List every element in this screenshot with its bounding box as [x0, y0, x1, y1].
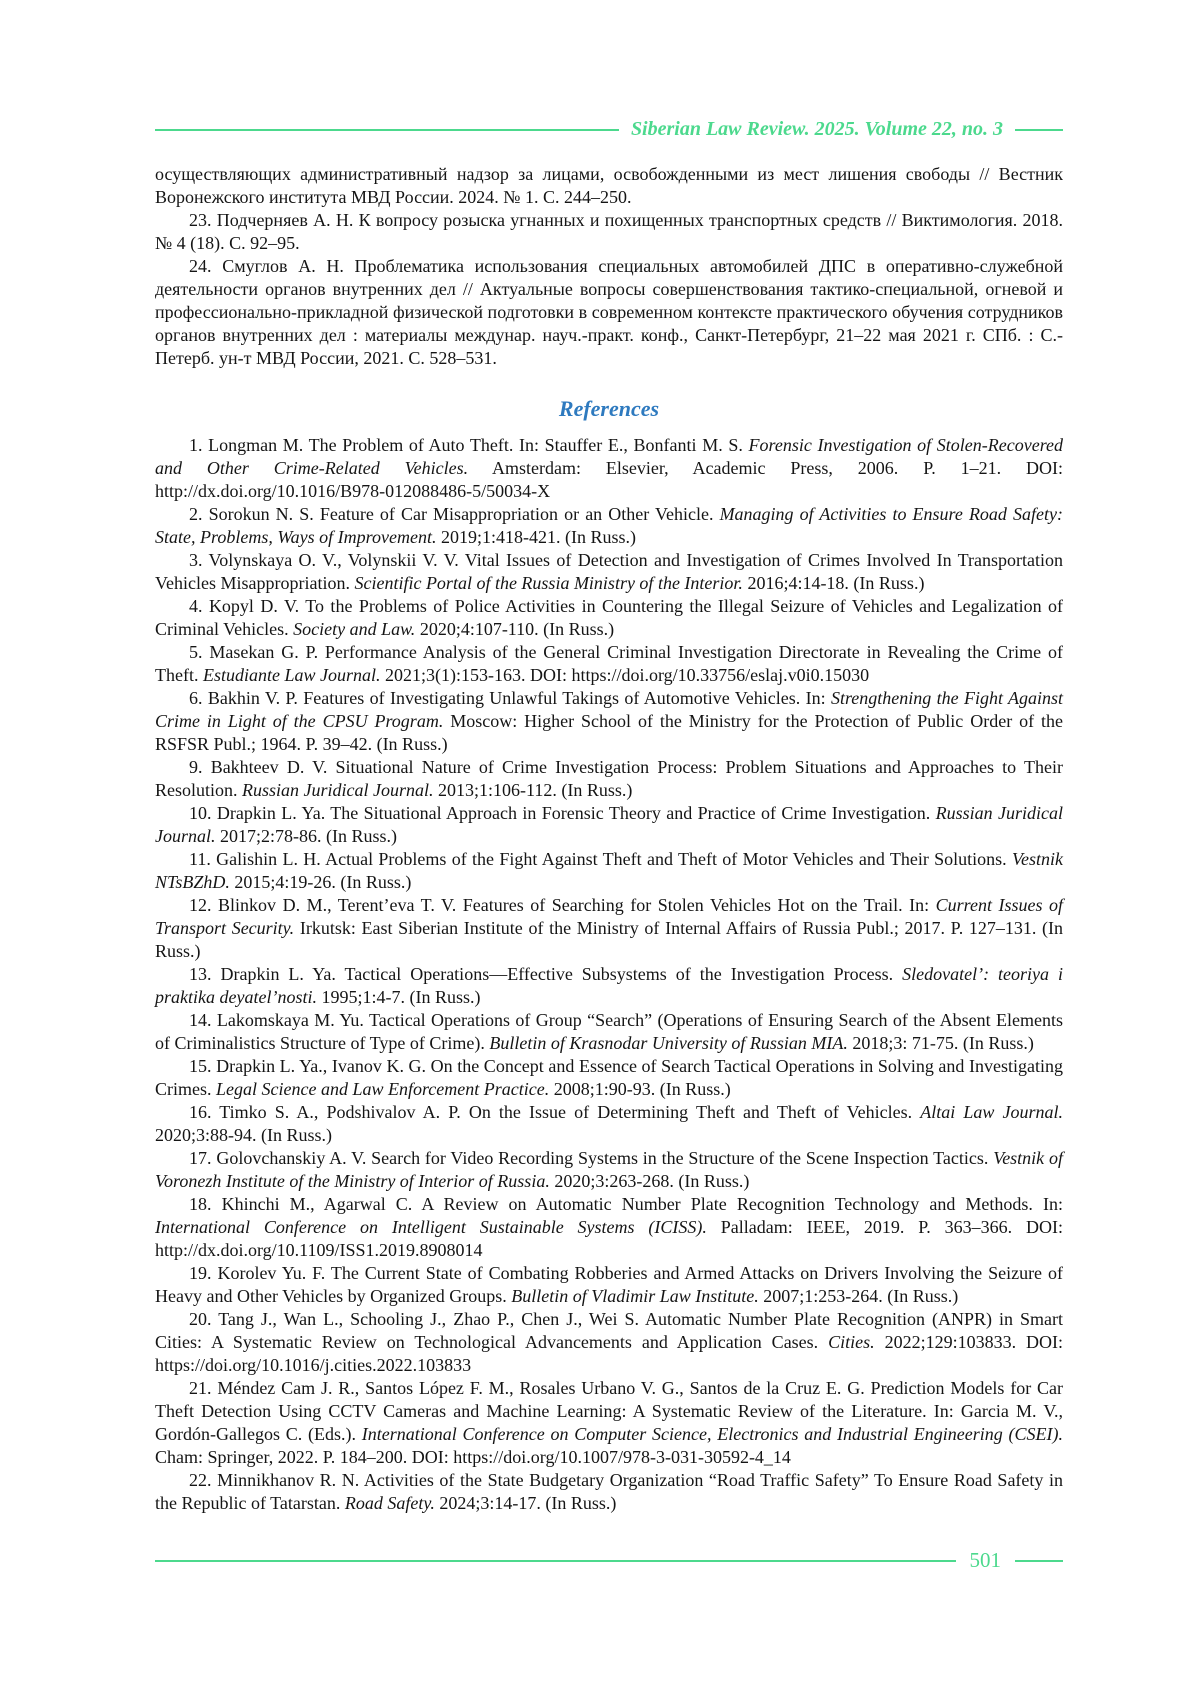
reference-number: 12. — [189, 895, 219, 915]
reference-text: Volynskaya O. V., Volynskii V. V. Vital Issues of Detection and Investigation of Crimes Involved In Transportation Vehicles Misappropriation. — [155, 550, 1063, 593]
reference-text: Golovchanskiy A. V. Search for Video Recording Systems in the Structure of the Scene Inspection Tactics. — [216, 1148, 994, 1168]
reference-source-title: Legal Science and Law Enforcement Practice. — [216, 1079, 550, 1099]
reference-text: 2020;4:107-110. (In Russ.) — [415, 619, 615, 639]
reference-item — [155, 848, 1063, 894]
reference-text: Sorokun N. S. Feature of Car Misappropriation or an Other Vehicle. — [208, 504, 720, 524]
reference-text: Drapkin L. Ya., Ivanov K. G. On the Concept and Essence of Search Tactical Operations in Solving and Investigating Crimes. — [155, 1056, 1063, 1099]
references-list — [155, 434, 1063, 1515]
reference-number: 10. — [189, 803, 217, 823]
reference-text: Masekan G. P. Performance Analysis of the General Criminal Investigation Directorate in Revealing the Crime of Theft. — [155, 642, 1063, 685]
reference-text: Moscow: Higher School of the Ministry for the Protection of Public Order of the RSFSR Publ.; 1964. P. 39–42. (In Russ.) — [155, 711, 1063, 754]
reference-item — [155, 1377, 1063, 1469]
reference-item — [155, 687, 1063, 756]
reference-number: 1. — [189, 435, 209, 455]
reference-number: 17. — [189, 1148, 217, 1168]
reference-source-title: Managing of Activities to Ensure Road Safety: State, Problems, Ways of Improvement. — [155, 504, 1063, 547]
reference-text: 2013;1:106-112. (In Russ.) — [433, 780, 633, 800]
reference-item — [155, 503, 1063, 549]
reference-number: 5. — [189, 642, 210, 662]
reference-text: Longman M. The Problem of Auto Theft. In: Stauffer E., Bonfanti M. S. — [208, 435, 749, 455]
reference-text: 2016;4:14-18. (In Russ.) — [742, 573, 925, 593]
reference-number: 9. — [189, 757, 211, 777]
reference-item — [155, 1009, 1063, 1055]
references-heading: References — [558, 396, 660, 421]
reference-item — [155, 963, 1063, 1009]
reference-number: 22. — [189, 1470, 218, 1490]
reference-text: Blinkov D. M., Terent’eva T. V. Features of Searching for Stolen Vehicles Hot on the Trail. In: — [218, 895, 936, 915]
reference-item — [155, 1308, 1063, 1377]
reference-number: 19. — [189, 1263, 218, 1283]
reference-item — [155, 595, 1063, 641]
page-number: 501 — [969, 1548, 1001, 1572]
reference-number: 4. — [189, 596, 209, 616]
reference-source-title: Forensic Investigation of Stolen-Recovered and Other Crime-Related Vehicles. — [155, 435, 1064, 478]
reference-text: Смуглов А. Н. Проблематика использования специальных автомобилей ДПС в оперативно-служебной деятельности органов внутренних дел // Актуальные вопросы совершенствования тактико-специальной, огневой и профессионально-прикладной физической подготовки в современном контексте практического обучения сотрудников органов внутренних дел : материалы междунар. науч.-практ. конф., Санкт-Петербург, 21–22 мая 2021 г. СПб. : С.-Петерб. ун-т МВД России, 2021. С. 528–531. — [155, 256, 1064, 368]
reference-source-title: Sledovatel’: teoriya i praktika deyatel’nosti. — [155, 964, 1063, 1007]
reference-number: 11. — [189, 849, 217, 869]
reference-item — [155, 756, 1063, 802]
reference-source-title: Bulletin of Vladimir Law Institute. — [511, 1286, 759, 1306]
reference-text: Korolev Yu. F. The Current State of Combating Robberies and Armed Attacks on Drivers Involving the Seizure of Heavy and Other Vehicles by Organized Groups. — [155, 1263, 1063, 1306]
reference-text: Подчерняев А. Н. К вопросу розыска угнанных и похищенных транспортных средств // Виктимология. 2018. № 4 (18). С. 92–95. — [155, 210, 1063, 253]
reference-text: Kopyl D. V. To the Problems of Police Activities in Countering the Illegal Seizure of Vehicles and Legalization of Criminal Vehicles. — [155, 596, 1063, 639]
reference-text: 2024;3:14-17. (In Russ.) — [434, 1493, 617, 1513]
reference-text: Drapkin L. Ya. The Situational Approach in Forensic Theory and Practice of Crime Investigation. — [216, 803, 936, 823]
reference-text: 2022;129:103833. DOI: https://doi.org/10.1016/j.cities.2022.103833 — [155, 1332, 1063, 1375]
reference-text: 2021;3(1):153-163. DOI: https://doi.org/10.33756/eslaj.v0i0.15030 — [380, 665, 870, 685]
reference-text: 2015;4:19-26. (In Russ.) — [229, 872, 412, 892]
reference-number: 23. — [189, 210, 217, 230]
reference-text: 2018;3: 71-75. (In Russ.) — [847, 1033, 1034, 1053]
reference-source-title: Russian Juridical Journal. — [155, 803, 1063, 846]
reference-item — [155, 209, 1063, 255]
reference-source-title: International Conference on Intelligent Sustainable Systems (ICISS). — [155, 1217, 707, 1237]
russian-continuation-paragraph: осуществляющих административный надзор за лицами, освобожденными из мест лишения свободы // Вестник Воронежского института МВД России. 2024. № 1. С. 244–250. — [155, 164, 1063, 207]
reference-text: Cham: Springer, 2022. P. 184–200. DOI: https://doi.org/10.1007/978-3-031-30592-4_14 — [155, 1447, 791, 1467]
reference-item — [155, 1469, 1063, 1515]
reference-text: 2007;1:253-264. (In Russ.) — [758, 1286, 959, 1306]
reference-text: Méndez Cam J. R., Santos López F. M., Rosales Urbano V. G., Santos de la Cruz E. G. Prediction Models for Car Theft Detection Using CCTV Cameras and Machine Learning: A Systematic Review of the Literature. In: Garcia M. V., Gordón-Gallegos C. (Eds.). — [155, 1378, 1063, 1444]
reference-source-title: Society and Law. — [293, 619, 416, 639]
reference-number: 15. — [189, 1056, 217, 1076]
running-head — [155, 118, 1063, 141]
reference-number: 14. — [189, 1010, 217, 1030]
page-content — [155, 118, 1063, 1515]
reference-item — [155, 1147, 1063, 1193]
footer-rule-left — [155, 1560, 956, 1562]
reference-text: 2008;1:90-93. (In Russ.) — [549, 1079, 731, 1099]
reference-text: Palladam: IEEE, 2019. P. 363–366. DOI: http://dx.doi.org/10.1109/ISS1.2019.8908014 — [155, 1217, 1063, 1260]
reference-source-title: Strengthening the Fight Against Crime in Light of the CPSU Program. — [155, 688, 1064, 731]
reference-item — [155, 802, 1063, 848]
reference-source-title: Altai Law Journal. — [920, 1102, 1063, 1122]
reference-item — [155, 1262, 1063, 1308]
reference-number: 20. — [189, 1309, 219, 1329]
reference-number: 13. — [189, 964, 221, 984]
reference-source-title: Vestnik of Voronezh Institute of the Ministry of Interior of Russia. — [155, 1148, 1063, 1191]
header-rule-right — [1015, 129, 1063, 131]
reference-item — [155, 549, 1063, 595]
reference-text: Khinchi M., Agarwal C. A Review on Automatic Number Plate Recognition Technology and Methods. In: — [221, 1194, 1064, 1214]
reference-text: Tang J., Wan L., Schooling J., Zhao P., Chen J., Wei S. Automatic Number Plate Recognition (ANPR) in Smart Cities: A Systematic Review on Technological Advancements and Application Cases. — [155, 1309, 1063, 1352]
reference-text: Lakomskaya M. Yu. Tactical Operations of Group “Search” (Operations of Ensuring Search of the Absent Elements of Criminalistics Structure of Type of Crime). — [155, 1010, 1063, 1053]
reference-text: Minnikhanov R. N. Activities of the State Budgetary Organization “Road Traffic Safety” To Ensure Road Safety in the Republic of Tatarstan. — [155, 1470, 1064, 1513]
reference-source-title: Bulletin of Krasnodar University of Russian MIA. — [489, 1033, 848, 1053]
reference-source-title: Current Issues of Transport Security. — [155, 895, 1064, 938]
reference-source-title: Cities. — [828, 1332, 875, 1352]
reference-text: 1995;1:4-7. (In Russ.) — [316, 987, 481, 1007]
reference-text: 2020;3:263-268. (In Russ.) — [549, 1171, 750, 1191]
reference-number: 18. — [189, 1194, 222, 1214]
reference-number: 2. — [189, 504, 209, 524]
reference-text: 2017;2:78-86. (In Russ.) — [215, 826, 397, 846]
reference-number: 6. — [189, 688, 208, 708]
header-rule-left — [155, 129, 619, 131]
reference-source-title: Russian Juridical Journal. — [242, 780, 434, 800]
reference-text: 2020;3:88-94. (In Russ.) — [155, 1125, 332, 1145]
reference-source-title: International Conference on Computer Science, Electronics and Industrial Engineering (CSEI). — [361, 1424, 1063, 1444]
reference-text: Galishin L. H. Actual Problems of the Fight Against Theft and Theft of Motor Vehicles and Their Solutions. — [216, 849, 1012, 869]
reference-text: Amsterdam: Elsevier, Academic Press, 2006. P. 1–21. DOI: http://dx.doi.org/10.1016/B978-012088486-5/50034-X — [155, 458, 1063, 501]
reference-item — [155, 1101, 1063, 1147]
reference-number: 24. — [189, 256, 223, 276]
reference-source-title: Scientific Portal of the Russia Ministry of the Interior. — [354, 573, 743, 593]
reference-text: Bakhin V. P. Features of Investigating Unlawful Takings of Automotive Vehicles. In: — [207, 688, 831, 708]
reference-item — [155, 1055, 1063, 1101]
russian-references-list — [155, 209, 1063, 370]
reference-text: Drapkin L. Ya. Tactical Operations—Effective Subsystems of the Investigation Process. — [220, 964, 903, 984]
reference-source-title: Road Safety. — [344, 1493, 435, 1513]
journal-title-line: Siberian Law Review. 2025. Volume 22, no. 3 — [630, 118, 1003, 140]
reference-text: Timko S. A., Podshivalov A. P. On the Issue of Determining Theft and Theft of Vehicles. — [219, 1102, 921, 1122]
reference-item — [155, 255, 1063, 370]
reference-item — [155, 894, 1063, 963]
page-footer — [155, 1548, 1063, 1573]
reference-source-title: Vestnik NTsBZhD. — [155, 849, 1063, 892]
reference-number: 16. — [189, 1102, 220, 1122]
reference-item — [155, 434, 1063, 503]
reference-text: Bakhteev D. V. Situational Nature of Crime Investigation Process: Problem Situations and Approaches to Their Resolution. — [155, 757, 1063, 800]
reference-text: 2019;1:418-421. (In Russ.) — [436, 527, 636, 547]
reference-item — [155, 641, 1063, 687]
reference-number: 3. — [189, 550, 209, 570]
reference-item — [155, 1193, 1063, 1262]
reference-text: Irkutsk: East Siberian Institute of the Ministry of Internal Affairs of Russia Publ.; 2017. P. 127–131. (In Russ.) — [155, 918, 1064, 961]
reference-number: 21. — [189, 1378, 218, 1398]
reference-source-title: Estudiante Law Journal. — [202, 665, 381, 685]
russian-references-section — [155, 163, 1063, 370]
footer-rule-right — [1015, 1560, 1063, 1562]
